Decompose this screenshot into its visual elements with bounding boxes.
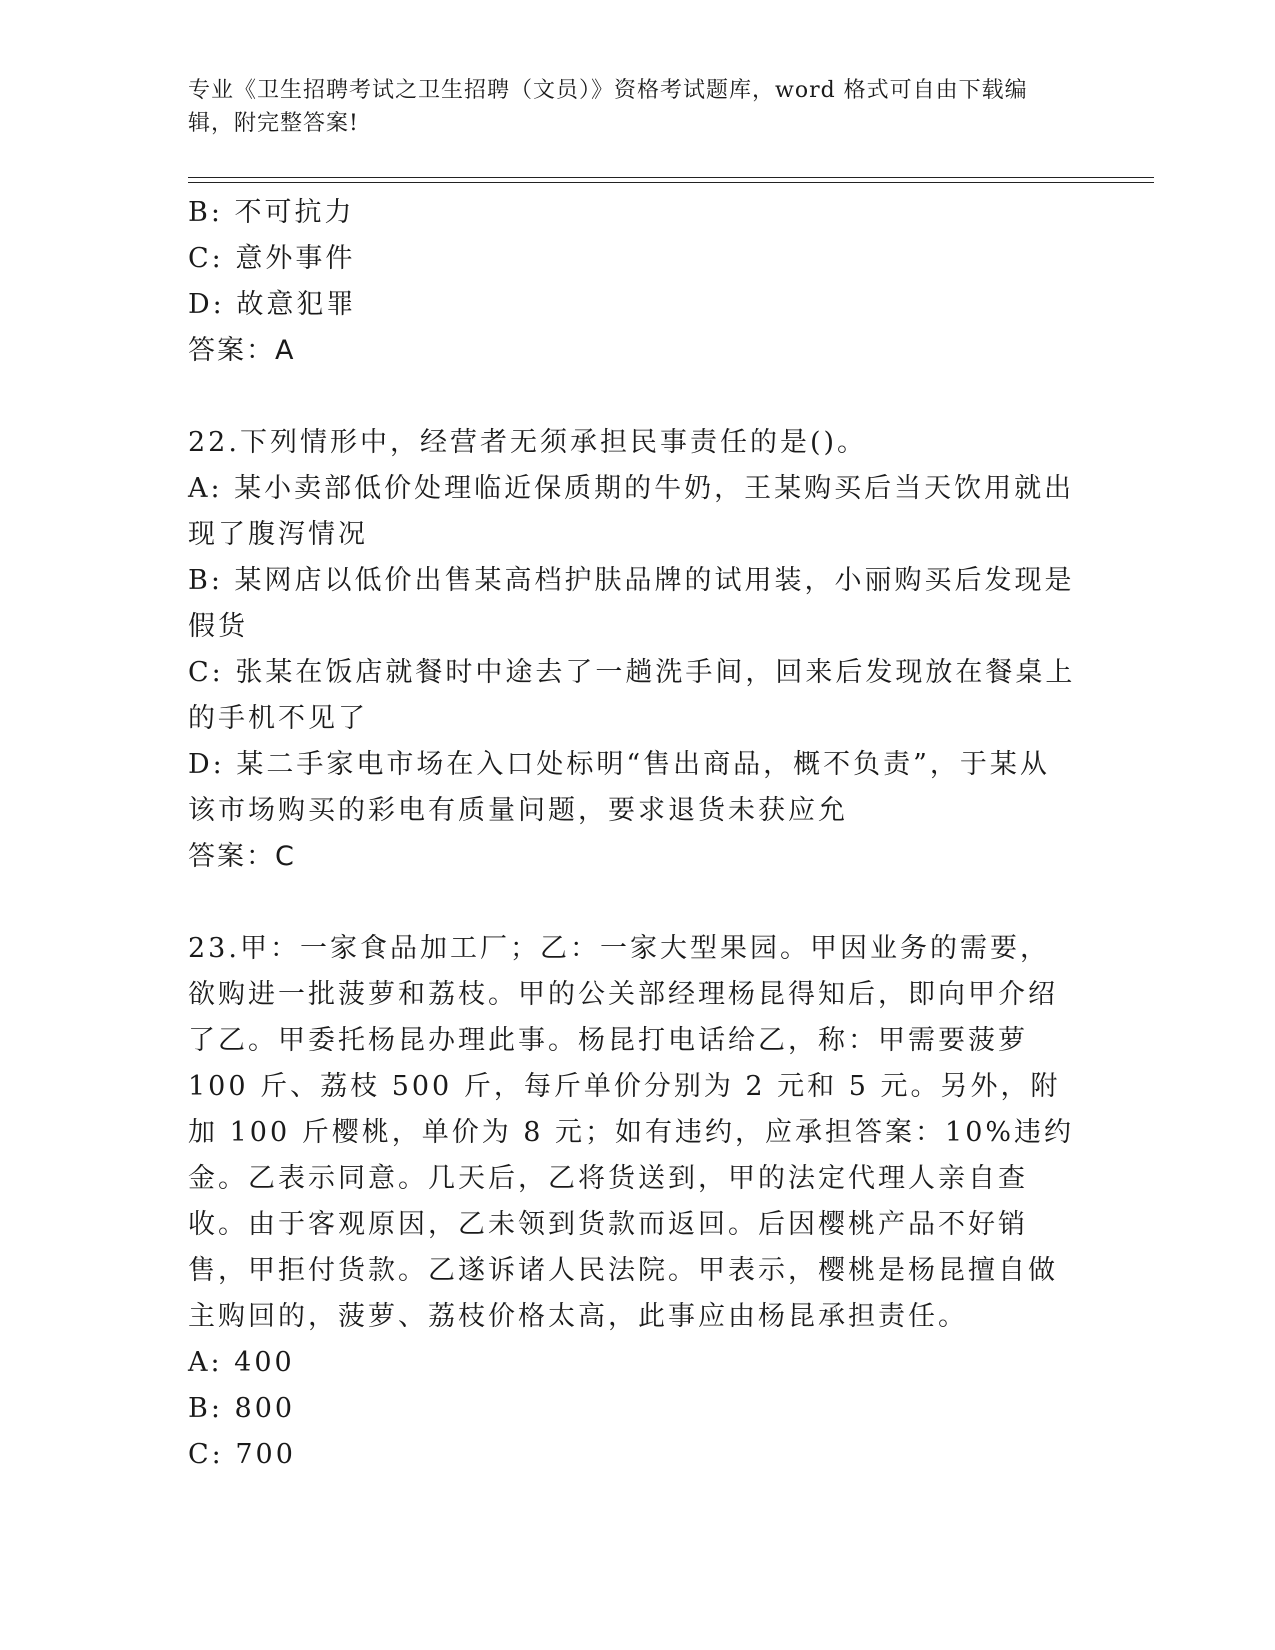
option-a: A: 400 <box>188 1347 295 1378</box>
question-23 <box>188 926 1078 1478</box>
option-c: C: 意外事件 <box>188 243 356 274</box>
question-22 <box>188 420 1078 880</box>
option-c: C: 700 <box>188 1439 296 1470</box>
question-stem: 22.下列情形中，经营者无须承担民事责任的是()。 <box>188 427 868 458</box>
question-stem: 23.甲：一家食品加工厂；乙：一家大型果园。甲因业务的需要，欲购进一批菠萝和荔枝。甲的公关部经理杨昆得知后，即向甲介绍了乙。甲委托杨昆办理此事。杨昆打电话给乙，称：甲需要菠萝 100 斤、荔枝 500 斤，每斤单价分别为 2 元和 5 元。另外，附加 100 斤樱桃，单价为 8 元；如有违约，应承担答案：10%违约金。乙表示同意。几天后，乙将货送到，甲的法定代理人亲自查收。由于客观原因，乙未领到货款而返回。后因樱桃产品不好销售，甲拒付货款。乙遂诉诸人民法院。甲表示，樱桃是杨昆擅自做主购回的，菠萝、荔枝价格太高，此事应由杨昆承担责任。 <box>188 933 1075 1332</box>
option-d: D: 故意犯罪 <box>188 289 357 320</box>
answer-line: 答案：A <box>188 335 296 366</box>
option-b: B: 某网店以低价出售某高档护肤品牌的试用装，小丽购买后发现是假货 <box>188 565 1075 642</box>
document-header: 专业《卫生招聘考试之卫生招聘（文员）》资格考试题库，word 格式可自由下载编辑，附完整答案! <box>188 78 1028 136</box>
header-divider-top <box>188 177 1154 178</box>
option-b: B: 800 <box>188 1393 296 1424</box>
question-content <box>188 190 1078 1478</box>
spacer <box>188 880 1078 926</box>
answer-line: 答案：C <box>188 841 296 872</box>
spacer <box>188 374 1078 420</box>
option-c: C: 张某在饭店就餐时中途去了一趟洗手间，回来后发现放在餐桌上的手机不见了 <box>188 657 1076 734</box>
option-b: B: 不可抗力 <box>188 197 355 228</box>
option-d: D: 某二手家电市场在入口处标明“售出商品，概不负责”，于某从该市场购买的彩电有质量问题，要求退货未获应允 <box>188 749 1050 826</box>
header-divider-bottom <box>188 182 1154 183</box>
option-a: A: 某小卖部低价处理临近保质期的牛奶，王某购买后当天饮用就出现了腹泻情况 <box>188 473 1075 550</box>
previous-question-tail <box>188 190 1078 374</box>
